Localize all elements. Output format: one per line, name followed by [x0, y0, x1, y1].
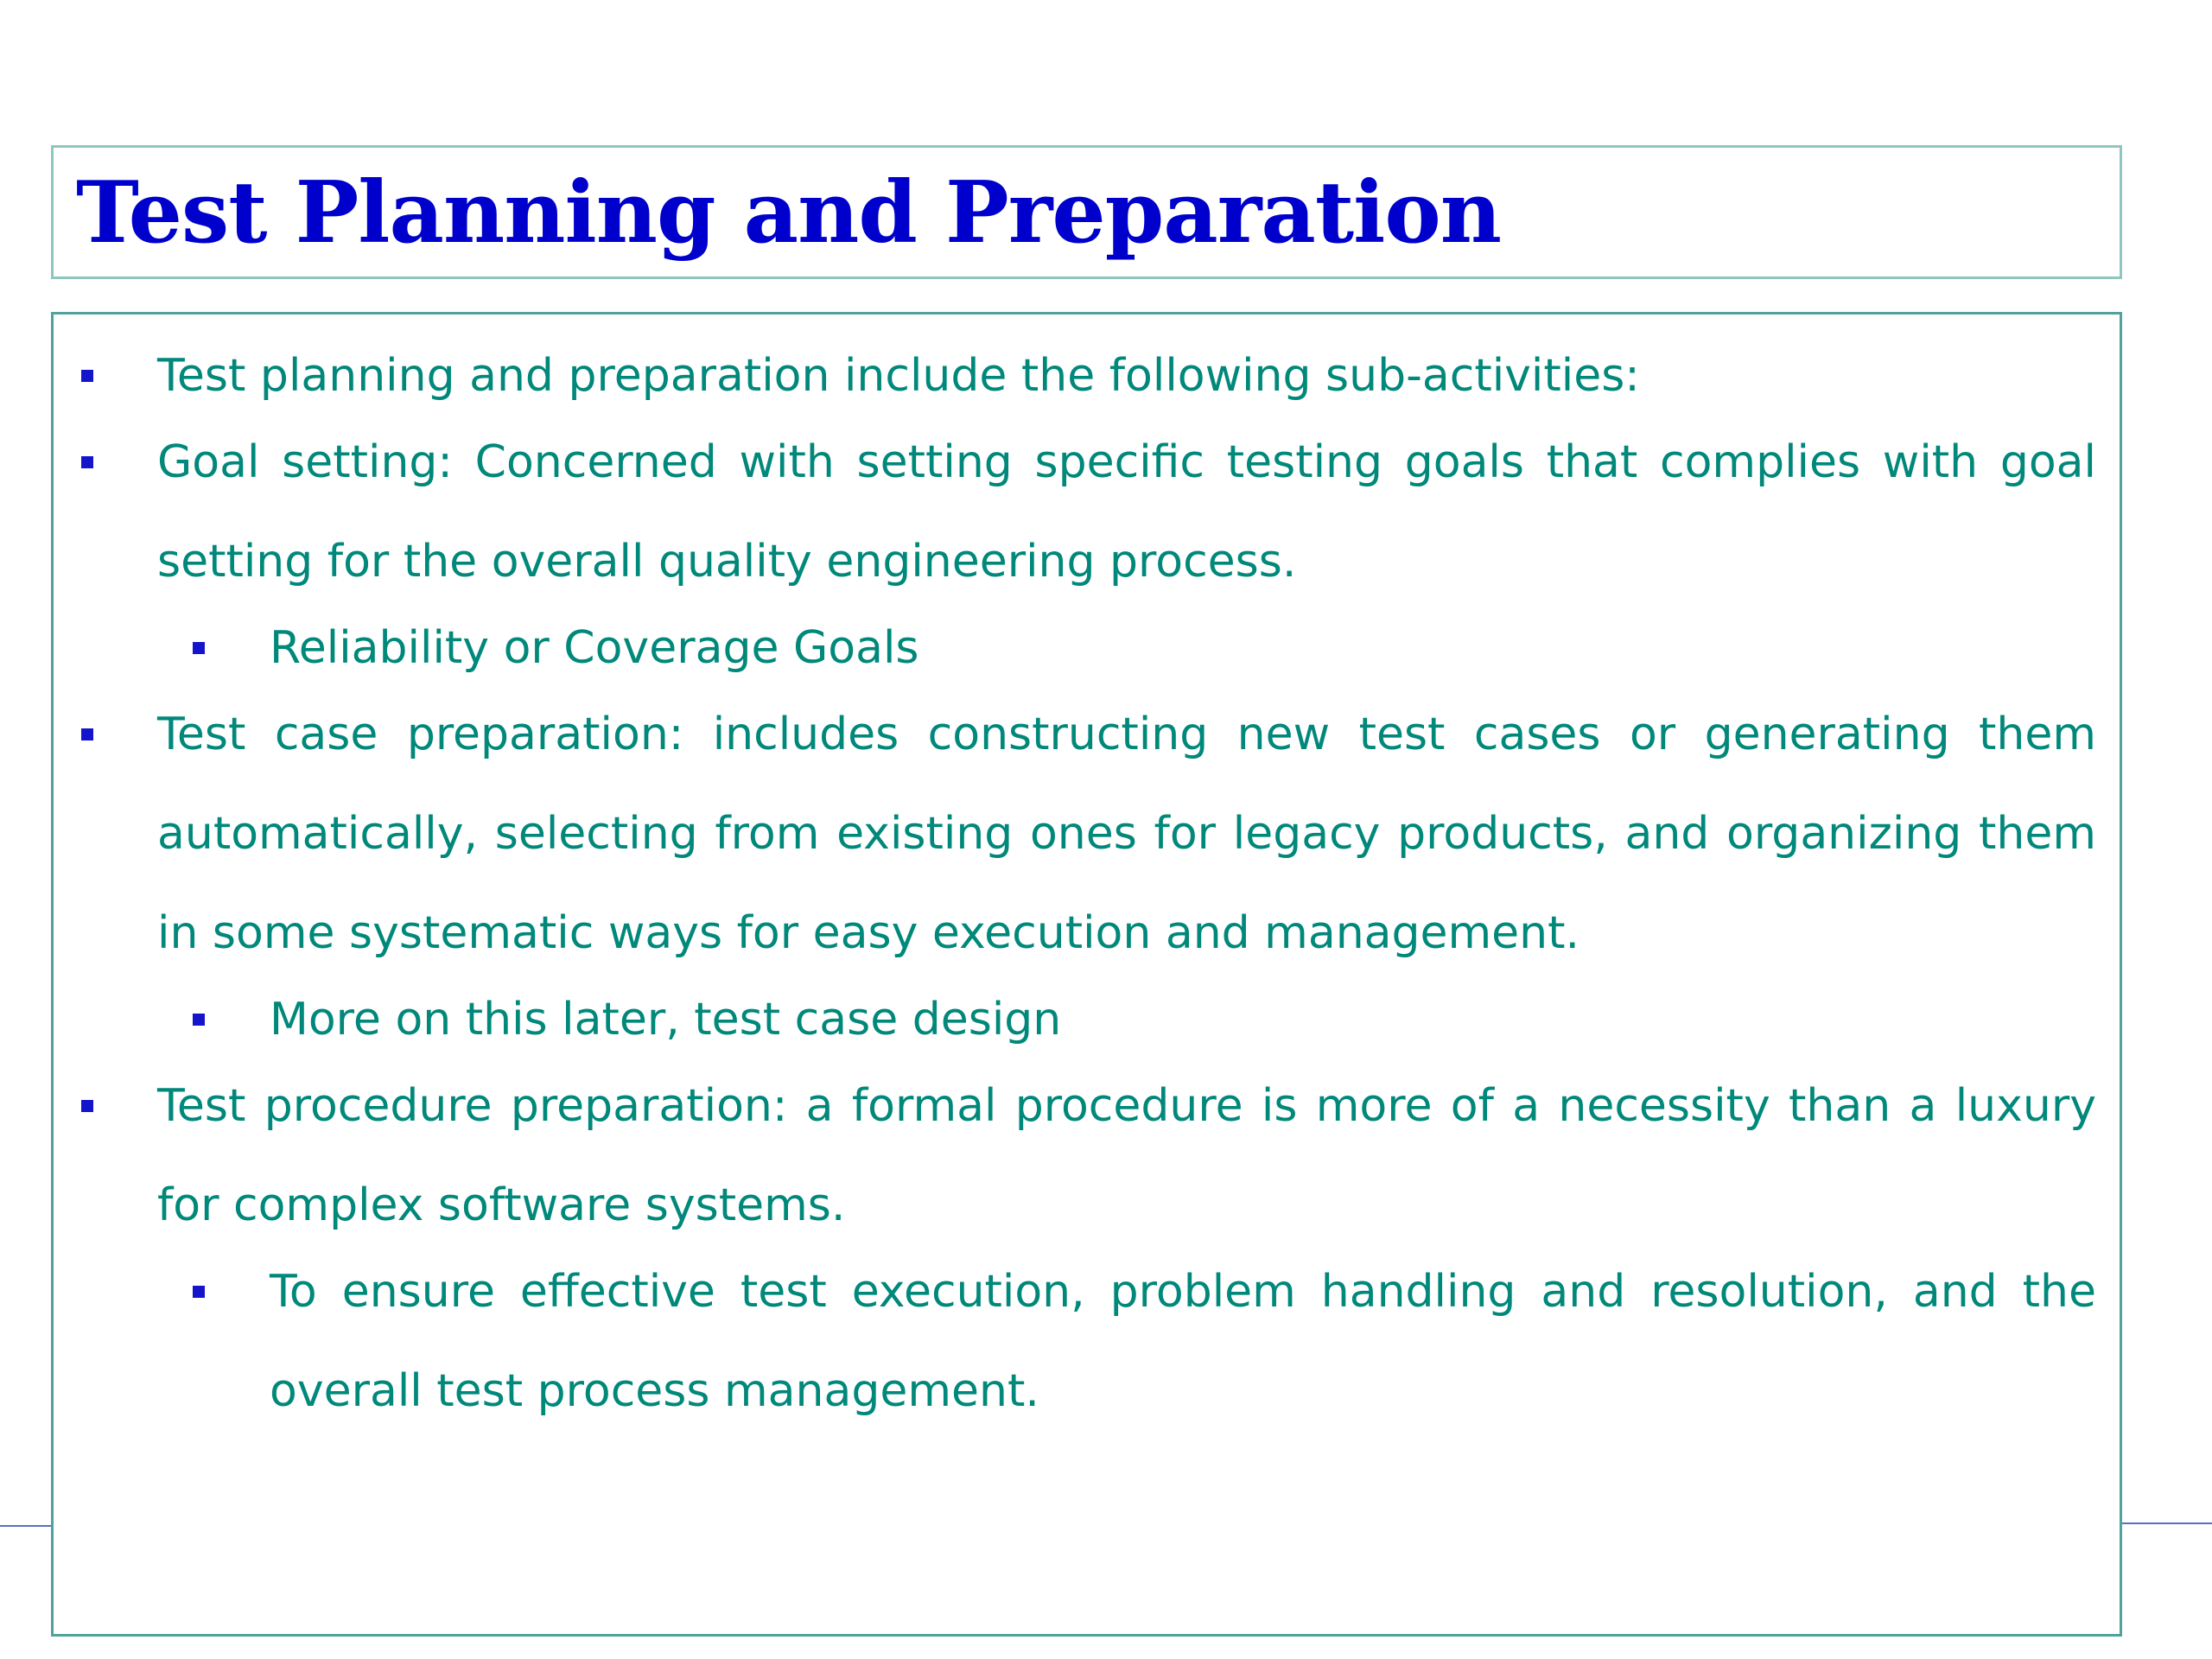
decorative-line-right [2122, 1522, 2212, 1524]
title-box [51, 145, 2122, 279]
sub-bullet-item [54, 970, 2120, 1070]
slide-title: Test Planning and Preparation [76, 163, 1501, 263]
bullet-text: Goal setting: Concerned with setting specific testing goals that complies with goal setting for the overall quality engineering process. [157, 436, 2096, 588]
sub-bullet-text: More on this later, test case design [270, 994, 1062, 1046]
bullet-text: Test planning and preparation include the following sub-activities: [157, 350, 1640, 402]
bullet-text: Test procedure preparation: a formal procedure is more of a necessity than a luxury for complex software systems. [157, 1080, 2096, 1231]
sub-bullet-text: Reliability or Coverage Goals [270, 622, 919, 674]
bullet-item [54, 685, 2120, 983]
bullet-item [54, 327, 2120, 426]
square-bullet-icon [193, 1014, 205, 1026]
square-bullet-icon [193, 1286, 205, 1298]
content-box [51, 312, 2122, 1637]
square-bullet-icon [81, 1100, 93, 1112]
square-bullet-icon [81, 456, 93, 468]
bullet-list [54, 350, 2120, 1454]
sub-bullet-item [54, 599, 2120, 698]
bullet-item [54, 1057, 2120, 1255]
decorative-line-left [0, 1525, 52, 1527]
square-bullet-icon [193, 642, 205, 654]
sub-bullet-item [54, 1243, 2120, 1441]
square-bullet-icon [81, 370, 93, 382]
bullet-text: Test case preparation: includes constructing new test cases or generating them automatically, selecting from existing ones for legacy products, and organizing them in some systematic ways for easy execution and management. [157, 709, 2096, 959]
square-bullet-icon [81, 728, 93, 741]
bullet-item [54, 413, 2120, 612]
sub-bullet-text: To ensure effective test execution, problem handling and resolution, and the overall test process management. [270, 1266, 2096, 1417]
